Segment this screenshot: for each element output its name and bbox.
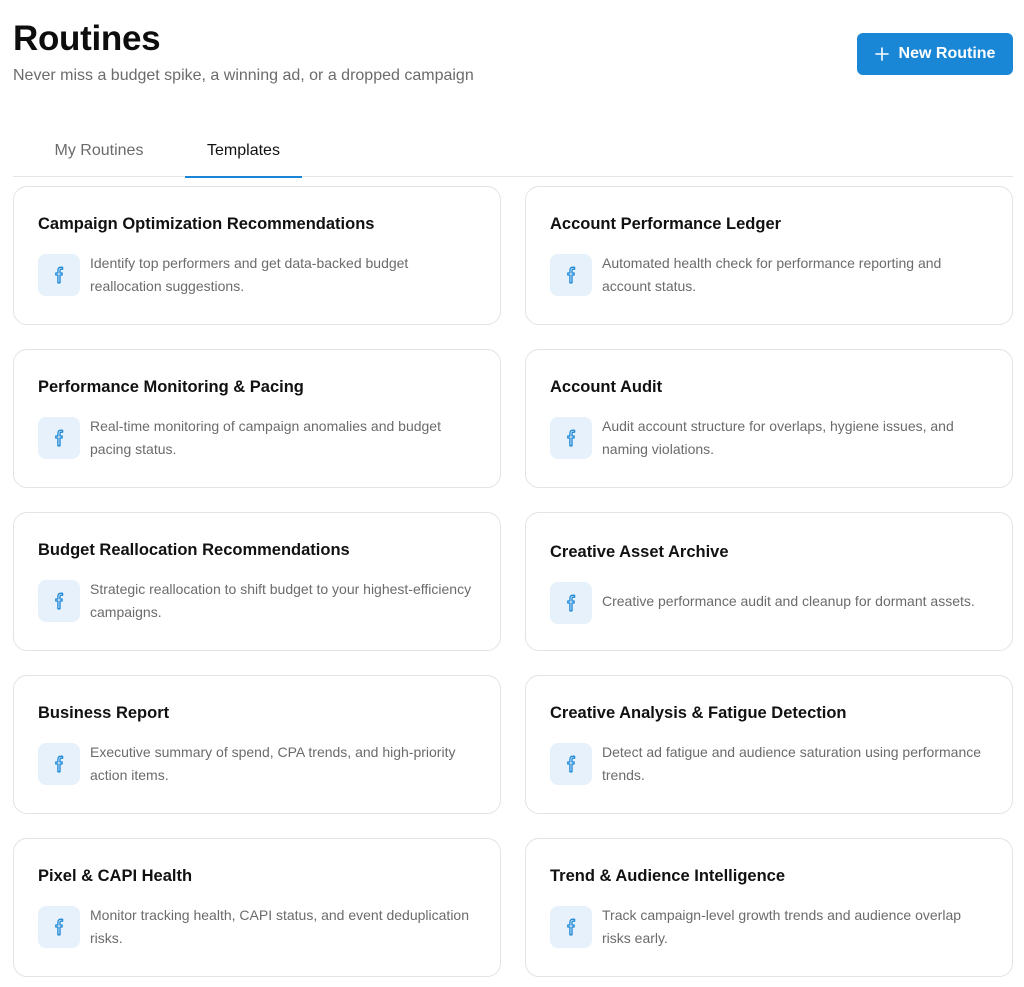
facebook-icon: [550, 254, 592, 296]
facebook-icon: [550, 417, 592, 459]
card-description: Monitor tracking health, CAPI status, and event deduplication risks.: [90, 907, 469, 946]
card-title: Campaign Optimization Recommendations: [38, 215, 375, 233]
page-subtitle: Never miss a budget spike, a winning ad, or a dropped campaign: [13, 67, 474, 84]
facebook-icon: [550, 582, 592, 624]
template-card[interactable]: [525, 512, 1013, 651]
template-card[interactable]: [13, 512, 501, 651]
template-card[interactable]: [525, 838, 1013, 977]
card-description: Identify top performers and get data-backed budget reallocation suggestions.: [90, 255, 409, 294]
card-body: [38, 743, 476, 787]
template-card[interactable]: [525, 349, 1013, 488]
card-description: Audit account structure for overlaps, hygiene issues, and naming violations.: [602, 418, 954, 457]
page-header: [13, 18, 1013, 98]
card-title: Creative Asset Archive: [550, 543, 729, 561]
card-title: Account Performance Ledger: [550, 215, 782, 233]
facebook-icon: [38, 580, 80, 622]
template-card[interactable]: [13, 349, 501, 488]
card-title: Performance Monitoring & Pacing: [38, 378, 304, 396]
facebook-icon: [38, 254, 80, 296]
template-card[interactable]: [525, 186, 1013, 325]
card-title: Business Report: [38, 704, 170, 722]
card-description: Real-time monitoring of campaign anomalies and budget pacing status.: [90, 418, 441, 457]
card-title: Pixel & CAPI Health: [38, 867, 193, 885]
card-body: [550, 254, 988, 298]
facebook-icon: [550, 743, 592, 785]
card-body: [38, 580, 476, 624]
card-title: Creative Analysis & Fatigue Detection: [550, 704, 847, 722]
card-title: Account Audit: [550, 378, 663, 396]
tab-bar: [13, 124, 1013, 177]
templates-grid: [13, 186, 1013, 977]
card-title: Trend & Audience Intelligence: [550, 867, 786, 885]
card-body: [550, 743, 988, 787]
card-body: [38, 254, 476, 298]
card-body: [550, 906, 988, 950]
card-description: Automated health check for performance reporting and account status.: [602, 255, 942, 294]
tab-templates[interactable]: Templates: [185, 124, 302, 177]
plus-icon: [875, 47, 889, 61]
template-card[interactable]: [13, 838, 501, 977]
new-routine-label: New Routine: [898, 45, 996, 62]
page-title: Routines: [13, 19, 161, 58]
card-description: Executive summary of spend, CPA trends, and high-priority action items.: [90, 744, 456, 783]
card-body: [38, 417, 476, 461]
template-card[interactable]: [13, 186, 501, 325]
card-body: [550, 582, 988, 624]
new-routine-button[interactable]: [857, 33, 1013, 75]
template-card[interactable]: [525, 675, 1013, 814]
facebook-icon: [38, 906, 80, 948]
template-card[interactable]: [13, 675, 501, 814]
facebook-icon: [550, 906, 592, 948]
card-body: [550, 417, 988, 461]
facebook-icon: [38, 417, 80, 459]
card-title: Budget Reallocation Recommendations: [38, 541, 350, 559]
card-description: Track campaign-level growth trends and audience overlap risks early.: [602, 907, 962, 946]
facebook-icon: [38, 743, 80, 785]
card-description: Detect ad fatigue and audience saturation using performance trends.: [602, 744, 982, 783]
card-description: Creative performance audit and cleanup for dormant assets.: [602, 592, 975, 609]
tab-my-routines[interactable]: My Routines: [54, 141, 144, 159]
card-description: Strategic reallocation to shift budget to your highest-efficiency campaigns.: [90, 581, 472, 620]
card-body: [38, 906, 476, 950]
